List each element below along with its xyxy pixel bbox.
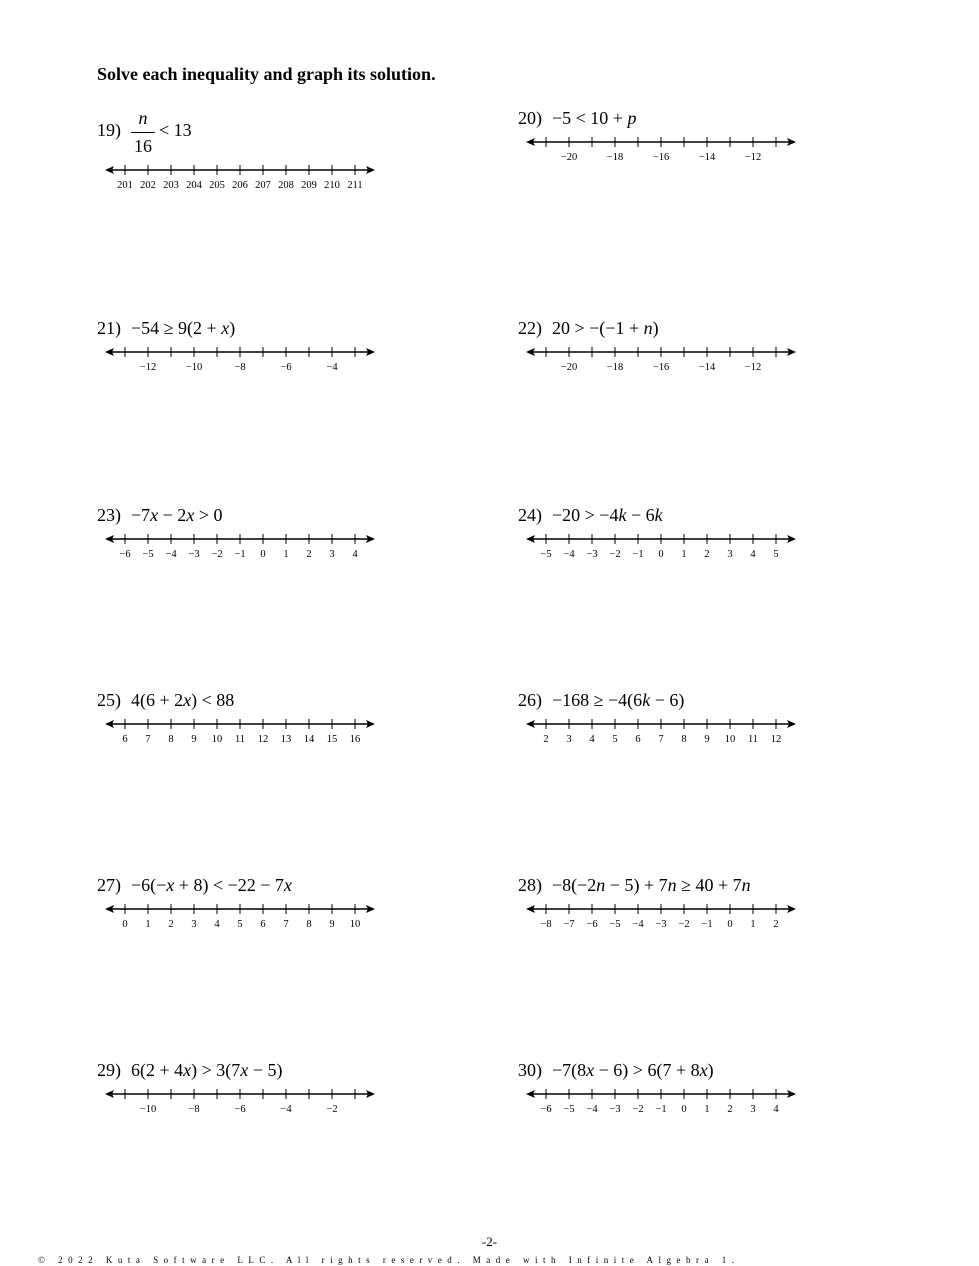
number-line bbox=[526, 901, 806, 929]
tick-label: 3 bbox=[750, 1104, 756, 1115]
problem-20 bbox=[518, 108, 808, 208]
tick-label: 12 bbox=[770, 734, 782, 745]
problem-27 bbox=[97, 875, 387, 975]
tick-label: −1 bbox=[655, 1104, 667, 1115]
tick-label: 0 bbox=[681, 1104, 687, 1115]
tick-label: −20 bbox=[560, 152, 578, 163]
inequality-expression: −6(−x + 8) < −22 − 7x bbox=[131, 875, 292, 895]
tick-label: 10 bbox=[724, 734, 736, 745]
tick-label: 11 bbox=[234, 734, 246, 745]
number-line bbox=[105, 531, 385, 559]
problem-number: 21) bbox=[97, 318, 121, 338]
tick-label: 2 bbox=[543, 734, 549, 745]
tick-label: 6 bbox=[635, 734, 641, 745]
problem-number: 26) bbox=[518, 690, 542, 710]
tick-label: −4 bbox=[563, 549, 575, 560]
tick-label: 0 bbox=[122, 919, 128, 930]
tick-label: −10 bbox=[139, 1104, 157, 1115]
tick-label: 7 bbox=[283, 919, 289, 930]
tick-label: 5 bbox=[612, 734, 618, 745]
problem-number: 27) bbox=[97, 875, 121, 895]
problem-26 bbox=[518, 690, 808, 790]
problem-number: 19) bbox=[97, 120, 121, 140]
tick-label: 11 bbox=[747, 734, 759, 745]
number-line bbox=[105, 344, 385, 372]
problem-number: 28) bbox=[518, 875, 542, 895]
inequality-expression: < 13 bbox=[159, 120, 192, 140]
number-line bbox=[526, 344, 806, 372]
tick-label: 205 bbox=[209, 180, 225, 191]
tick-label: 203 bbox=[163, 180, 179, 191]
tick-label: 4 bbox=[750, 549, 756, 560]
tick-label: 208 bbox=[278, 180, 294, 191]
tick-label: −16 bbox=[652, 362, 670, 373]
tick-label: −12 bbox=[744, 152, 762, 163]
tick-label: 1 bbox=[145, 919, 151, 930]
tick-label: 9 bbox=[191, 734, 197, 745]
tick-label: −2 bbox=[632, 1104, 644, 1115]
tick-label: −18 bbox=[606, 362, 624, 373]
tick-label: −8 bbox=[540, 919, 552, 930]
tick-label: −8 bbox=[188, 1104, 200, 1115]
tick-label: 10 bbox=[349, 919, 361, 930]
tick-label: 0 bbox=[658, 549, 664, 560]
tick-label: −1 bbox=[632, 549, 644, 560]
tick-label: 4 bbox=[589, 734, 595, 745]
tick-label: −2 bbox=[326, 1104, 338, 1115]
inequality-expression: −7(8x − 6) > 6(7 + 8x) bbox=[552, 1060, 714, 1080]
tick-label: 7 bbox=[658, 734, 664, 745]
tick-label: 210 bbox=[324, 180, 340, 191]
tick-label: 1 bbox=[704, 1104, 710, 1115]
problem-30 bbox=[518, 1060, 808, 1160]
tick-label: −2 bbox=[609, 549, 621, 560]
tick-label: −10 bbox=[185, 362, 203, 373]
tick-label: −12 bbox=[139, 362, 157, 373]
fraction-numerator: n bbox=[138, 108, 148, 128]
problem-19 bbox=[97, 108, 387, 208]
tick-label: 3 bbox=[191, 919, 197, 930]
tick-label: 206 bbox=[232, 180, 248, 191]
tick-label: 202 bbox=[140, 180, 156, 191]
tick-label: −6 bbox=[280, 362, 292, 373]
problem-25 bbox=[97, 690, 387, 790]
problem-number: 30) bbox=[518, 1060, 542, 1080]
tick-label: −3 bbox=[609, 1104, 621, 1115]
tick-label: −4 bbox=[632, 919, 644, 930]
tick-label: −4 bbox=[326, 362, 338, 373]
tick-label: 6 bbox=[122, 734, 128, 745]
tick-label: −16 bbox=[652, 152, 670, 163]
instructions: Solve each inequality and graph its solution. bbox=[97, 64, 436, 84]
tick-label: 8 bbox=[168, 734, 174, 745]
tick-label: 10 bbox=[211, 734, 223, 745]
tick-label: −8 bbox=[234, 362, 246, 373]
inequality-expression: 6(2 + 4x) > 3(7x − 5) bbox=[131, 1060, 283, 1080]
tick-label: −18 bbox=[606, 152, 624, 163]
tick-label: 8 bbox=[681, 734, 687, 745]
tick-label: 1 bbox=[750, 919, 756, 930]
tick-label: −3 bbox=[655, 919, 667, 930]
number-line bbox=[526, 716, 806, 744]
number-line bbox=[526, 1086, 806, 1114]
tick-label: 5 bbox=[773, 549, 779, 560]
tick-label: 211 bbox=[347, 180, 363, 191]
problem-number: 23) bbox=[97, 505, 121, 525]
problem-28 bbox=[518, 875, 808, 975]
tick-label: 9 bbox=[704, 734, 710, 745]
tick-label: −1 bbox=[701, 919, 713, 930]
tick-label: 0 bbox=[727, 919, 733, 930]
number-line bbox=[105, 1086, 385, 1114]
inequality-expression: −5 < 10 + p bbox=[552, 108, 637, 128]
tick-label: 6 bbox=[260, 919, 266, 930]
number-line bbox=[526, 531, 806, 559]
inequality-expression: 20 > −(−1 + n) bbox=[552, 318, 659, 338]
tick-label: −12 bbox=[744, 362, 762, 373]
tick-label: −2 bbox=[211, 549, 223, 560]
inequality-expression: 4(6 + 2x) < 88 bbox=[131, 690, 235, 710]
tick-label: 207 bbox=[255, 180, 271, 191]
problem-number: 20) bbox=[518, 108, 542, 128]
problem-number: 29) bbox=[97, 1060, 121, 1080]
tick-label: −5 bbox=[540, 549, 552, 560]
problem-number: 22) bbox=[518, 318, 542, 338]
tick-label: −6 bbox=[234, 1104, 246, 1115]
problem-24 bbox=[518, 505, 808, 605]
page-number: -2- bbox=[481, 1234, 498, 1249]
tick-label: −5 bbox=[142, 549, 154, 560]
tick-label: 4 bbox=[352, 549, 358, 560]
fraction bbox=[131, 108, 155, 157]
problem-number: 24) bbox=[518, 505, 542, 525]
inequality-expression: −8(−2n − 5) + 7n ≥ 40 + 7n bbox=[552, 875, 751, 895]
problem-number: 25) bbox=[97, 690, 121, 710]
tick-label: 3 bbox=[329, 549, 335, 560]
tick-label: −20 bbox=[560, 362, 578, 373]
tick-label: 4 bbox=[773, 1104, 779, 1115]
tick-label: 201 bbox=[117, 180, 133, 191]
tick-label: 7 bbox=[145, 734, 151, 745]
tick-label: −6 bbox=[586, 919, 598, 930]
tick-label: −3 bbox=[188, 549, 200, 560]
tick-label: 1 bbox=[681, 549, 687, 560]
tick-label: −5 bbox=[563, 1104, 575, 1115]
tick-label: 1 bbox=[283, 549, 289, 560]
tick-label: 14 bbox=[303, 734, 315, 745]
tick-label: 204 bbox=[186, 180, 202, 191]
number-line bbox=[105, 162, 385, 190]
tick-label: −4 bbox=[586, 1104, 598, 1115]
tick-label: −2 bbox=[678, 919, 690, 930]
number-line bbox=[105, 901, 385, 929]
tick-label: −3 bbox=[586, 549, 598, 560]
inequality-expression: −168 ≥ −4(6k − 6) bbox=[552, 690, 685, 710]
tick-label: 2 bbox=[727, 1104, 733, 1115]
tick-label: −7 bbox=[563, 919, 575, 930]
fraction-bar bbox=[131, 132, 155, 133]
tick-label: 9 bbox=[329, 919, 335, 930]
tick-label: 4 bbox=[214, 919, 220, 930]
inequality-expression: −54 ≥ 9(2 + x) bbox=[131, 318, 236, 338]
tick-label: 15 bbox=[326, 734, 338, 745]
tick-label: −4 bbox=[280, 1104, 292, 1115]
tick-label: 209 bbox=[301, 180, 317, 191]
tick-label: 2 bbox=[704, 549, 710, 560]
tick-label: 5 bbox=[237, 919, 243, 930]
problem-29 bbox=[97, 1060, 387, 1160]
inequality-expression: −20 > −4k − 6k bbox=[552, 505, 663, 525]
tick-label: 13 bbox=[280, 734, 292, 745]
number-line bbox=[105, 716, 385, 744]
problem-23 bbox=[97, 505, 387, 605]
tick-label: 0 bbox=[260, 549, 266, 560]
problem-22 bbox=[518, 318, 808, 418]
tick-label: 2 bbox=[306, 549, 312, 560]
tick-label: −6 bbox=[119, 549, 131, 560]
tick-label: −5 bbox=[609, 919, 621, 930]
number-line bbox=[526, 134, 806, 162]
tick-label: 16 bbox=[349, 734, 361, 745]
copyright-footer: © 2022 Kuta Software LLC. All rights reserved. Made with Infinite Algebra 1. bbox=[38, 1255, 740, 1265]
tick-label: 3 bbox=[566, 734, 572, 745]
tick-label: −4 bbox=[165, 549, 177, 560]
tick-label: −14 bbox=[698, 362, 716, 373]
tick-label: 2 bbox=[168, 919, 174, 930]
tick-label: 12 bbox=[257, 734, 269, 745]
tick-label: 3 bbox=[727, 549, 733, 560]
fraction-denominator: 16 bbox=[134, 136, 152, 156]
problem-21 bbox=[97, 318, 387, 418]
tick-label: 2 bbox=[773, 919, 779, 930]
tick-label: −1 bbox=[234, 549, 246, 560]
tick-label: −6 bbox=[540, 1104, 552, 1115]
tick-label: 8 bbox=[306, 919, 312, 930]
inequality-expression: −7x − 2x > 0 bbox=[131, 505, 223, 525]
tick-label: −14 bbox=[698, 152, 716, 163]
